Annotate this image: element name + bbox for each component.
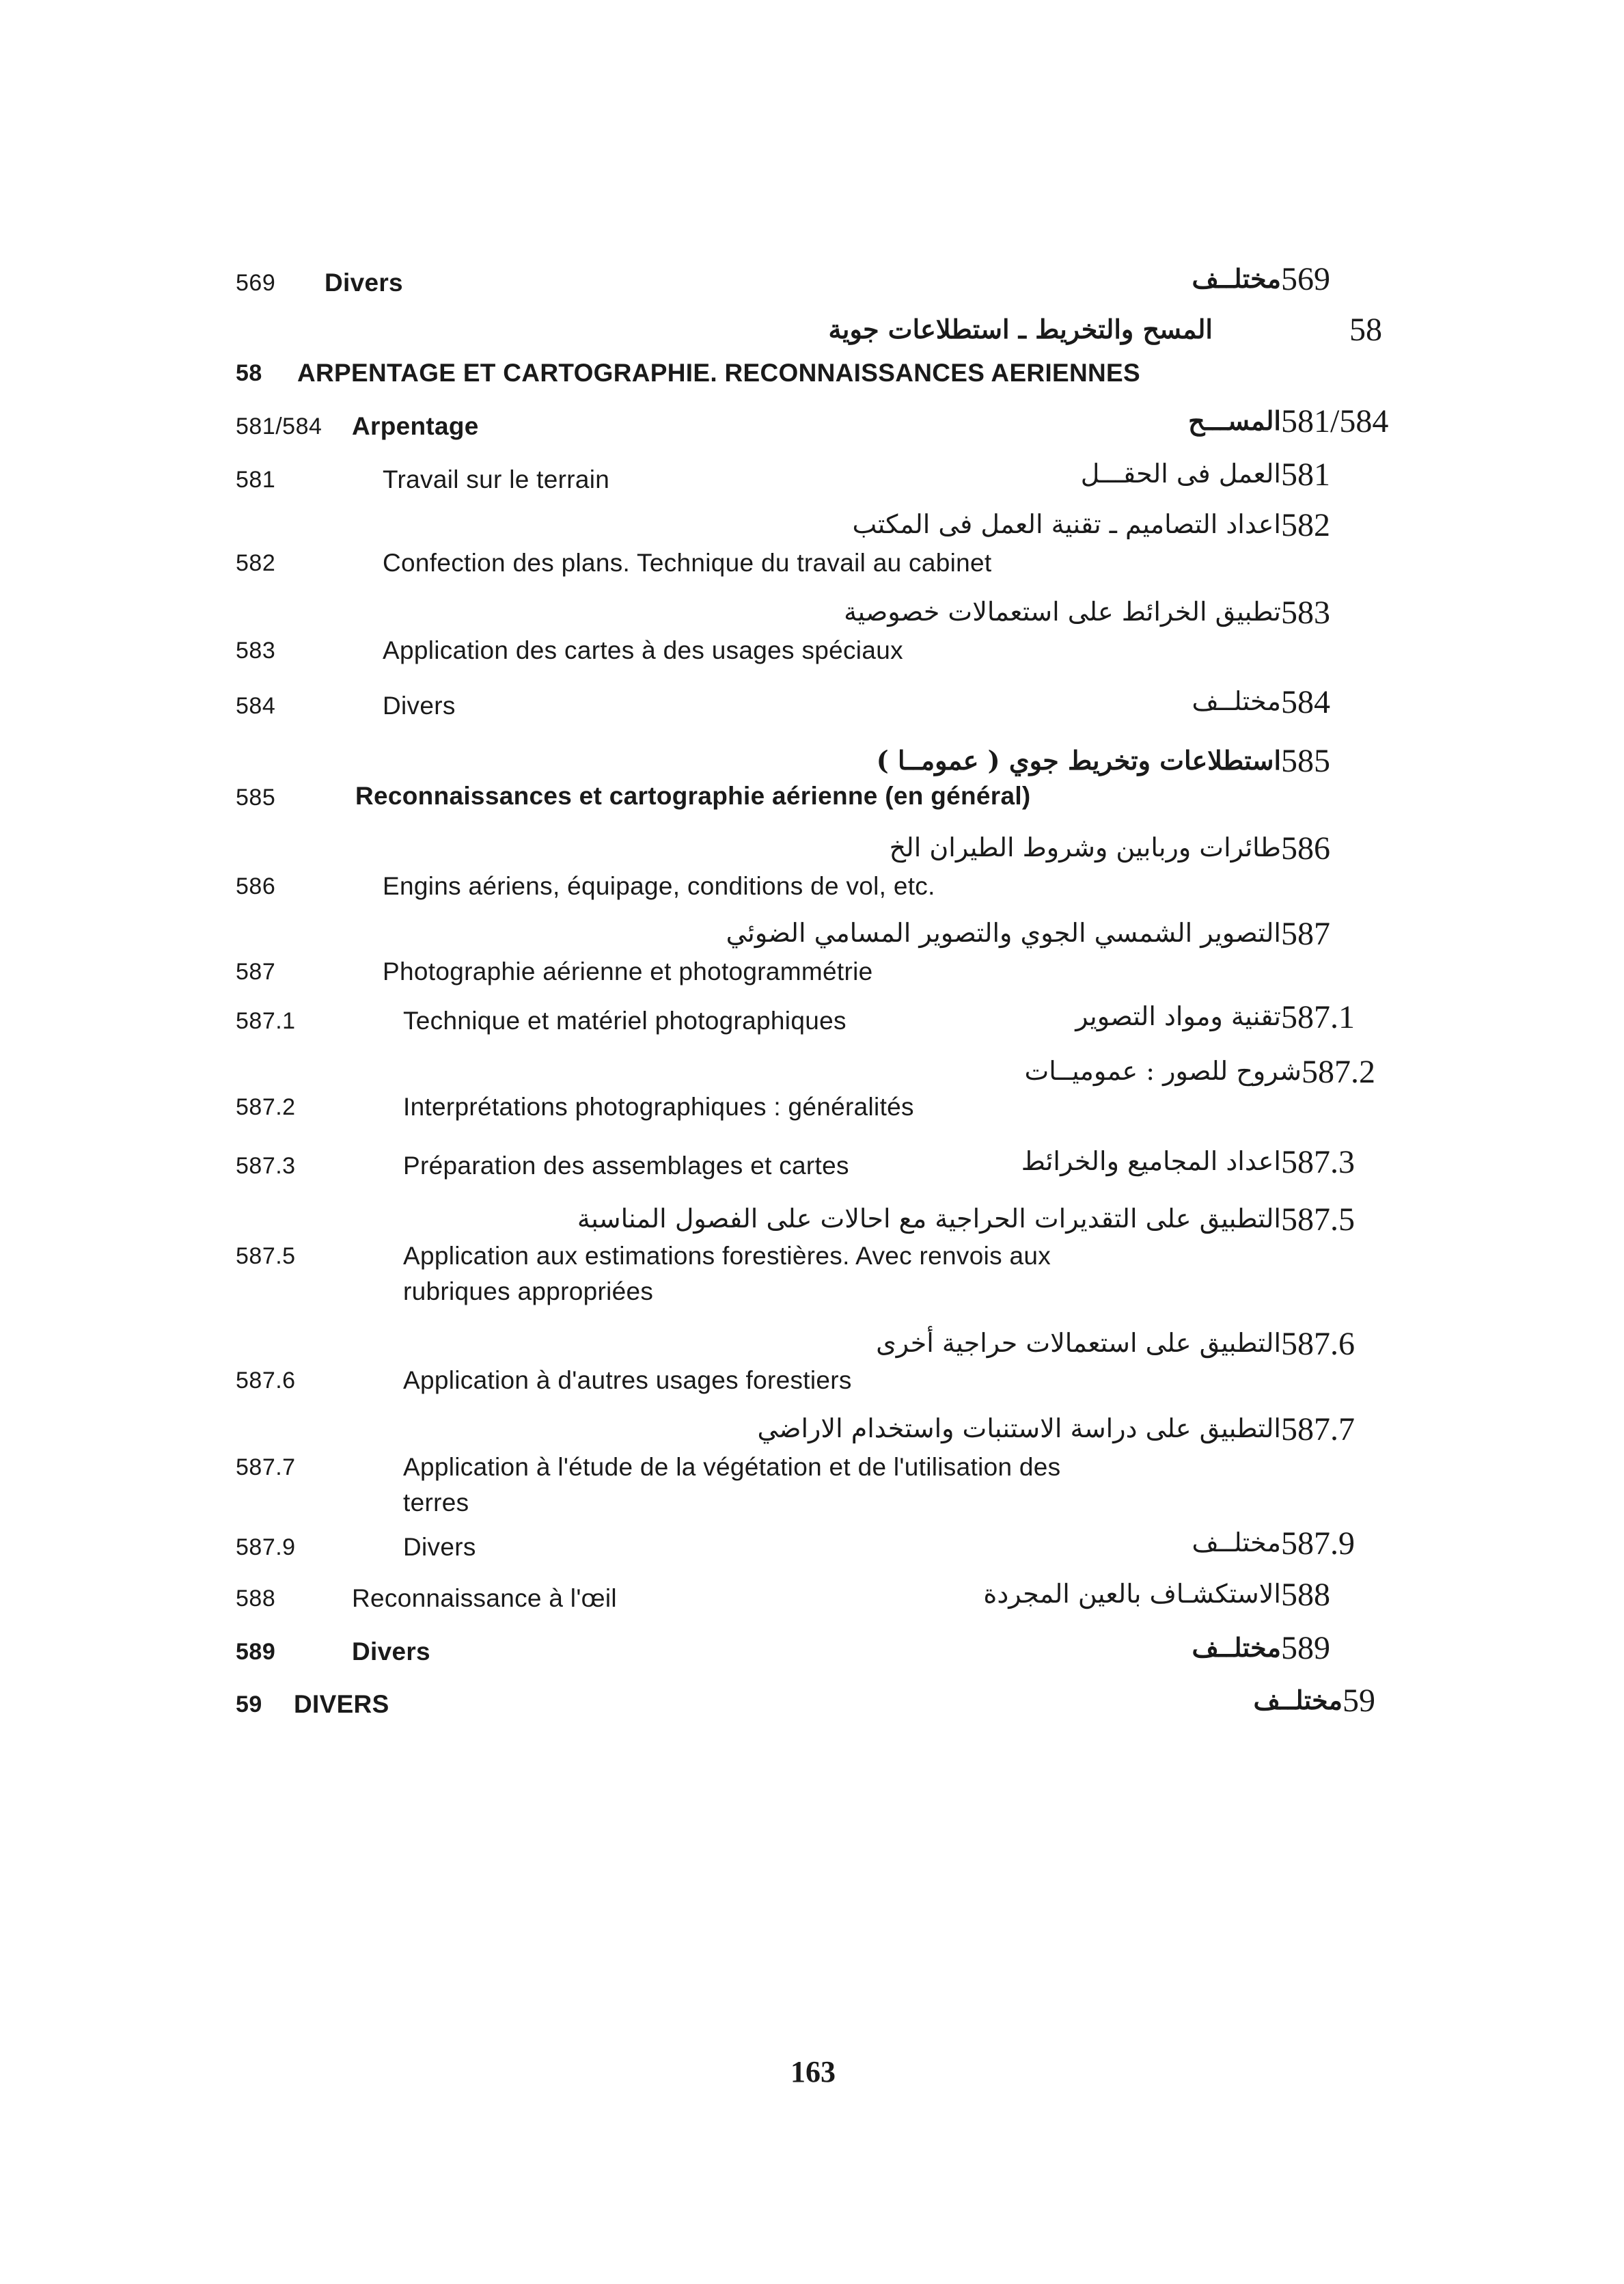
entry-number-ar: 586: [1281, 830, 1330, 867]
entry-587-3: [236, 1138, 1438, 1199]
entry-number-ar: 587.5: [1281, 1201, 1355, 1238]
entry-number: 587.1: [236, 1008, 296, 1034]
entry-586: [236, 827, 1438, 909]
entry-number: 589: [236, 1639, 276, 1665]
entry-583: [236, 591, 1438, 673]
entry-number: 58: [236, 360, 262, 386]
entry-587-5: [236, 1199, 1438, 1316]
entry-587-6: [236, 1322, 1438, 1404]
entry-title-fr: Photographie aérienne et photogrammétrie: [383, 957, 873, 985]
entry-number-ar: 584: [1281, 684, 1330, 720]
entry-title-fr: Application aux estimations forestières. Avec renvois aux: [403, 1242, 1051, 1270]
entry-title-fr: Divers: [403, 1533, 476, 1561]
entry-number: 584: [236, 693, 276, 719]
entry-number-ar: 587.6: [1281, 1326, 1355, 1362]
entry-title-fr: Engins aériens, équipage, conditions de vol, etc.: [383, 872, 935, 900]
entry-number: 581: [236, 467, 276, 493]
entry-title-ar: التطبيق على دراسة الاستنبات واستخدام الاراضي: [757, 1413, 1281, 1443]
entry-number: 588: [236, 1586, 276, 1612]
entry-587: [236, 912, 1438, 994]
entry-number: 587.7: [236, 1454, 296, 1480]
entry-number-ar: 585: [1281, 743, 1330, 779]
entry-584: [236, 681, 1438, 742]
entry-title-ar: المسح والتخريط ـ استطلاعات جوية: [828, 314, 1213, 344]
entry-title-fr: Reconnaissances et cartographie aérienne (en général): [355, 782, 1031, 810]
entry-title-fr: Application des cartes à des usages spéciaux: [383, 636, 903, 664]
entry-number: 582: [236, 550, 276, 576]
entry-title-ar: مختلــف: [1192, 686, 1281, 716]
entry-58: [236, 311, 1438, 386]
entry-number: 587.3: [236, 1153, 296, 1179]
entry-title-fr: ARPENTAGE ET CARTOGRAPHIE. RECONNAISSANCES AERIENNES: [297, 359, 1140, 387]
entry-number-ar: 59: [1343, 1683, 1375, 1719]
entry-number: 587.6: [236, 1368, 296, 1393]
entry-number: 581/584: [236, 413, 322, 439]
entry-title-fr: Reconnaissance à l'œil: [352, 1584, 617, 1612]
entry-587-2: [236, 1049, 1438, 1131]
entry-title-fr: Préparation des assemblages et cartes: [403, 1152, 849, 1180]
entry-title-ar: التطبيق على التقديرات الحراجية مع احالات على الفصول المناسبة: [577, 1204, 1281, 1234]
entry-588: [236, 1572, 1438, 1633]
entry-title-fr: Divers: [325, 269, 403, 297]
page-number: 163: [790, 2055, 836, 2089]
entry-number-ar: 587.1: [1281, 999, 1355, 1035]
entry-587-7: [236, 1408, 1438, 1524]
entry-number-ar: 587: [1281, 916, 1330, 952]
entry-title-ar: المســـح: [1188, 405, 1281, 436]
entry-title-ar: العمل فى الحقـــل: [1080, 459, 1281, 489]
entry-569: [236, 256, 1438, 318]
entry-title-ar: اعداد التصاميم ـ تقنية العمل فى المكتب: [852, 509, 1281, 539]
entry-number: 586: [236, 873, 276, 899]
entry-number-ar: 583: [1281, 595, 1330, 631]
entry-59: [236, 1678, 1438, 1739]
entry-number: 585: [236, 785, 276, 811]
entry-number: 587.2: [236, 1094, 296, 1120]
entry-title-ar: مختلــف: [1192, 1632, 1281, 1663]
entry-number: 587.5: [236, 1243, 296, 1269]
entry-number: 587: [236, 959, 276, 985]
entry-title-ar: التصوير الشمسي الجوي والتصوير المسامي الضوئي: [726, 918, 1281, 948]
entry-number-ar: 588: [1281, 1577, 1330, 1613]
entry-title-fr: Application à d'autres usages forestiers: [403, 1366, 852, 1394]
entry-number-ar: 587.2: [1302, 1054, 1375, 1090]
entry-number: 59: [236, 1691, 262, 1717]
entry-title-ar: طائرات وربابين وشروط الطيران الخ: [889, 832, 1281, 862]
entry-title-fr: Confection des plans. Technique du travail au cabinet: [383, 549, 992, 577]
entry-number-ar: 581/584: [1281, 403, 1389, 439]
entry-title-ar: تقنية ومواد التصوير: [1075, 1001, 1281, 1031]
entry-title-fr: DIVERS: [294, 1690, 389, 1718]
entry-title-ar: اعداد المجاميع والخرائط: [1021, 1146, 1281, 1176]
entry-title-ar: الاستكشـاف بالعين المجردة: [983, 1579, 1281, 1609]
entry-title-ar: استطلاعات وتخريط جوي ( عمومــا ): [876, 745, 1281, 776]
entry-title-fr: Divers: [352, 1637, 430, 1666]
entry-title-fr: Interprétations photographiques : généralités: [403, 1093, 914, 1121]
entry-title-fr: Travail sur le terrain: [383, 465, 610, 493]
entry-title-ar: التطبيق على استعمالات حراجية أخرى: [876, 1328, 1281, 1358]
entry-title-ar: مختلــف: [1253, 1685, 1343, 1715]
entry-587-1: [236, 994, 1438, 1056]
entry-title-ar: شروح للصور : عموميــات: [1024, 1056, 1302, 1086]
entry-title-fr-cont: rubriques appropriées: [403, 1277, 654, 1305]
entry-number-ar: 587.3: [1281, 1144, 1355, 1180]
entry-title-ar: تطبيق الخرائط على استعمالات خصوصية: [844, 597, 1281, 627]
entry-number: 569: [236, 270, 276, 296]
entry-number: 583: [236, 638, 276, 664]
entry-number-ar: 582: [1281, 507, 1330, 543]
entry-number-ar: 569: [1281, 261, 1330, 297]
entry-title-fr: Technique et matériel photographiques: [403, 1007, 847, 1035]
entry-number-ar: 587.7: [1281, 1411, 1355, 1447]
entry-title-ar: مختلــف: [1192, 263, 1281, 294]
entry-number-ar: 587.9: [1281, 1525, 1355, 1562]
entry-number-ar: 58: [1349, 312, 1382, 348]
entry-title-ar: مختلــف: [1192, 1527, 1281, 1558]
entry-title-fr-cont: terres: [403, 1488, 469, 1517]
entry-title-fr: Application à l'étude de la végétation et de l'utilisation des: [403, 1453, 1061, 1481]
entry-title-fr: Divers: [383, 692, 456, 720]
entry-585: [236, 738, 1438, 820]
entry-582: [236, 502, 1438, 584]
entry-title-fr: Arpentage: [352, 412, 479, 440]
entry-581-584: [236, 400, 1438, 461]
entry-number-ar: 589: [1281, 1630, 1330, 1666]
entry-number: 587.9: [236, 1534, 296, 1560]
entry-number-ar: 581: [1281, 457, 1330, 493]
